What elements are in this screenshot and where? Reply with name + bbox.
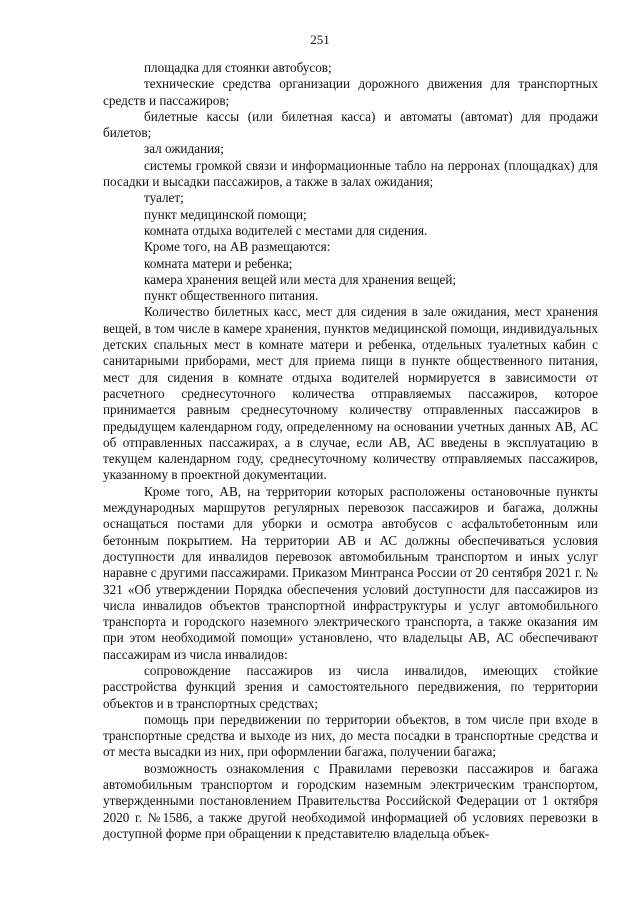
paragraph: камера хранения вещей или места для хранения вещей; bbox=[144, 271, 457, 287]
body-text bbox=[103, 60, 598, 842]
paragraph: пункт общественного питания. bbox=[144, 288, 319, 304]
paragraph: помощь при передвижении по территории объектов, в том числе при входе в транспортные средства и выходе из них, до места посадки в транспортные средства и от места высадки из них, при оформлении багажа, получении багажа; bbox=[103, 711, 598, 760]
page-number: 251 bbox=[310, 32, 330, 47]
paragraph: площадка для стоянки автобусов; bbox=[144, 60, 332, 75]
paragraph: Кроме того, на АВ размещаются: bbox=[144, 239, 331, 255]
paragraph: туалет; bbox=[144, 190, 184, 206]
paragraph: возможность ознакомления с Правилами перевозки пассажиров и багажа автомобильным транспортом и городским наземным электрическим транспортом, утвержденными постановлением Правительства Российской Федерации от 1 октября 2020 г. №1586, а также другой необходимой информацией об условиях перевозки в доступной форме при обращении к представителю владельца объек- bbox=[103, 760, 598, 841]
paragraph: пункт медицинской помощи; bbox=[144, 206, 307, 222]
paragraph: Количество билетных касс, мест для сидения в зале ожидания, мест хранения вещей, в том числе в камере хранения, пунктов медицинской помощи, индивидуальных детских спальных мест в комнате матери и ребенка, отдельных туалетных кабин с санитарными приборами, мест для приема пищи в пункте общественного питания, мест для сидения в комнате отдыха водителей нормируется в зависимости от расчетного среднесуточного количества отправляемых пассажиров, которое принимается равным среднесуточному количеству отправленных пассажиров в предыдущем календарном году, определенному на основании учетных данных АВ, АС об отправленных пассажирах, а в случае, если АВ, АС введены в эксплуатацию в текущем календарном году, среднесуточному количеству отправляемых пассажиров, указанному в проектной документации. bbox=[103, 304, 598, 483]
paragraph: сопровождение пассажиров из числа инвалидов, имеющих стойкие расстройства функций зрения и самостоятельного передвижения, по территории объектов и в транспортных средствах; bbox=[103, 662, 598, 711]
paragraph: зал ожидания; bbox=[144, 141, 224, 157]
paragraph: системы громкой связи и информационные табло на перронах (площадках) для посадки и высадки пассажиров, а также в залах ожидания; bbox=[103, 157, 598, 190]
paragraph: технические средства организации дорожного движения для транспортных средств и пассажиров; bbox=[103, 76, 598, 108]
paragraph: билетные кассы (или билетная касса) и автоматы (автомат) для продажи билетов; bbox=[103, 108, 598, 141]
paragraph: комната отдыха водителей с местами для сидения. bbox=[144, 222, 428, 238]
paragraph: Кроме того, АВ, на территории которых расположены остановочные пункты международных маршрутов регулярных перевозок пассажиров и багажа, должны оснащаться постами для уборки и осмотра автобусов с асфальтобетонным или бетонным покрытием. На территории АВ и АС должны обеспечиваться условия доступности для инвалидов перевозок автомобильным транспортом и иных услуг наравне с другими пассажирами. Приказом Минтранса России от 20 сентября 2021 г. № 321 «Об утверждении Порядка обеспечения условий доступности для пассажиров из числа инвалидов объектов транспортной инфраструктуры и услуг автомобильного транспорта и городского наземного электрического транспорта, а также оказания им при этом необходимой помощи» установлено, что владельцы АВ, АС обеспечивают пассажирам из числа инвалидов: bbox=[103, 483, 598, 662]
paragraph: комната матери и ребенка; bbox=[144, 255, 293, 271]
